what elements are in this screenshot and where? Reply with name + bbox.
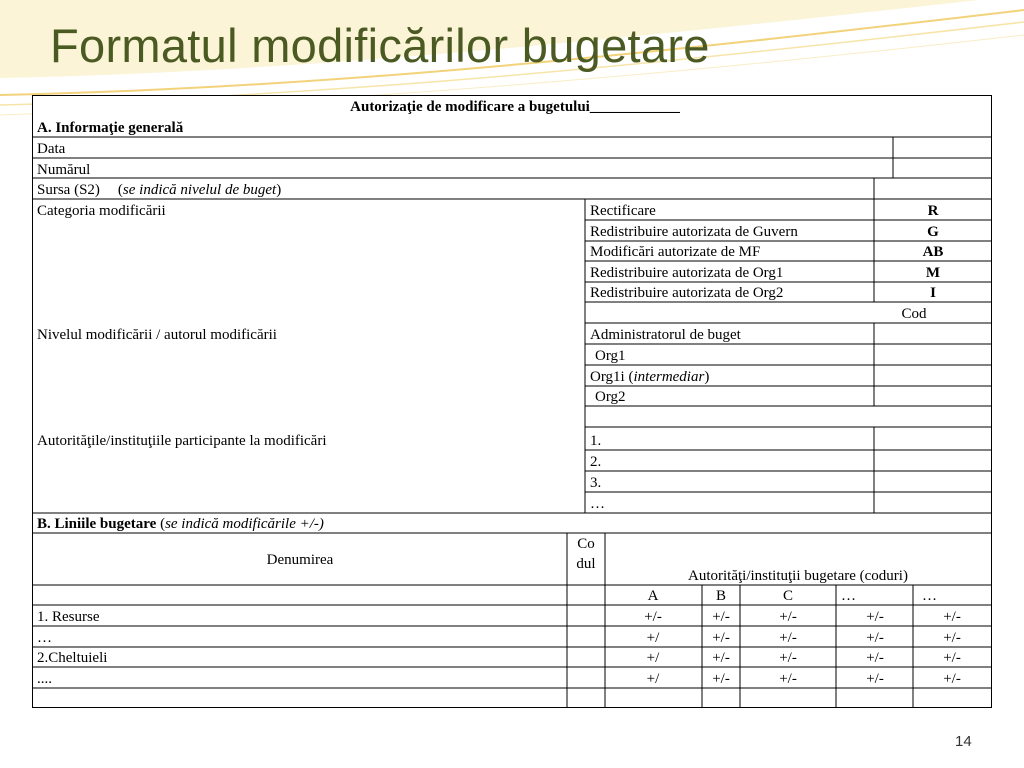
slide-title: Formatul modificărilor bugetare xyxy=(50,19,710,72)
budget-line-value: +/- xyxy=(943,650,961,666)
budget-line-value: +/- xyxy=(866,609,884,625)
category-code: G xyxy=(927,224,939,240)
level-admin: Administratorul de buget xyxy=(590,327,741,343)
category-name: Redistribuire autorizata de Org1 xyxy=(590,265,784,281)
number-label: Numărul xyxy=(37,162,91,178)
col-name-header: Denumirea xyxy=(266,552,334,568)
participant-item: 2. xyxy=(590,454,602,470)
budget-line-name: .... xyxy=(37,671,52,687)
budget-line-value: +/- xyxy=(779,671,797,687)
form-header-title: Autorizaţie de modificare a bugetului____________ xyxy=(350,99,680,115)
budget-line-value: +/- xyxy=(943,630,961,646)
category-name: Redistribuire autorizata de Org2 xyxy=(590,285,784,301)
level-org1i: Org1i (intermediar) xyxy=(590,369,710,385)
budget-line-value: +/- xyxy=(866,630,884,646)
authority-code: … xyxy=(922,588,937,604)
col-authorities-header: Autorităţi/instituţii bugetare (coduri) xyxy=(688,568,908,584)
level-org1: Org1 xyxy=(595,348,626,364)
category-code: I xyxy=(930,285,936,301)
authority-code: B xyxy=(715,588,727,604)
budget-line-value: +/- xyxy=(779,609,797,625)
authority-code: A xyxy=(647,588,659,604)
participants-label: Autorităţile/instituţiile participante la modificări xyxy=(37,433,327,449)
category-name: Redistribuire autorizata de Guvern xyxy=(590,224,798,240)
participant-item: 3. xyxy=(590,475,602,491)
budget-line-value: +/- xyxy=(779,630,797,646)
category-code: M xyxy=(925,265,941,281)
category-name: Modificări autorizate de MF xyxy=(590,244,761,260)
level-label: Nivelul modificării / autorul modificării xyxy=(37,327,277,343)
col-code-header: dul xyxy=(576,556,596,572)
section-a-title: A. Informaţie generală xyxy=(37,120,184,136)
participant-item: … xyxy=(590,496,605,512)
budget-line-value: +/- xyxy=(712,671,730,687)
cod-label: Cod xyxy=(901,306,927,322)
budget-line-value: +/ xyxy=(646,630,660,646)
budget-line-value: +/ xyxy=(646,671,660,687)
page-number: 14 xyxy=(955,733,972,750)
budget-line-value: +/- xyxy=(644,609,662,625)
budget-line-value: +/ xyxy=(646,650,660,666)
budget-line-value: +/- xyxy=(779,650,797,666)
data-label: Data xyxy=(37,141,66,157)
budget-line-name: … xyxy=(37,630,52,646)
form-table xyxy=(33,96,991,707)
source-label: Sursa (S2) (se indică nivelul de buget) xyxy=(37,182,282,198)
category-label: Categoria modificării xyxy=(37,203,166,219)
budget-line-value: +/- xyxy=(943,671,961,687)
category-code: AB xyxy=(922,244,944,260)
category-code: R xyxy=(927,203,939,219)
authority-code: … xyxy=(841,588,856,604)
budget-line-value: +/- xyxy=(943,609,961,625)
budget-line-value: +/- xyxy=(866,650,884,666)
budget-line-value: +/- xyxy=(712,650,730,666)
budget-line-name: 2.Cheltuieli xyxy=(37,650,108,666)
budget-line-value: +/- xyxy=(866,671,884,687)
section-b-title: B. Liniile bugetare (se indică modificările +/-) xyxy=(37,516,324,532)
budget-line-value: +/- xyxy=(712,609,730,625)
budget-modification-form xyxy=(32,95,992,708)
table-grid xyxy=(33,137,991,707)
category-name: Rectificare xyxy=(590,203,656,219)
participant-item: 1. xyxy=(590,433,602,449)
col-code-header: Co xyxy=(577,536,595,552)
budget-line-name: 1. Resurse xyxy=(37,609,100,625)
level-org2: Org2 xyxy=(595,389,626,405)
authority-code: C xyxy=(782,588,794,604)
budget-line-value: +/- xyxy=(712,630,730,646)
